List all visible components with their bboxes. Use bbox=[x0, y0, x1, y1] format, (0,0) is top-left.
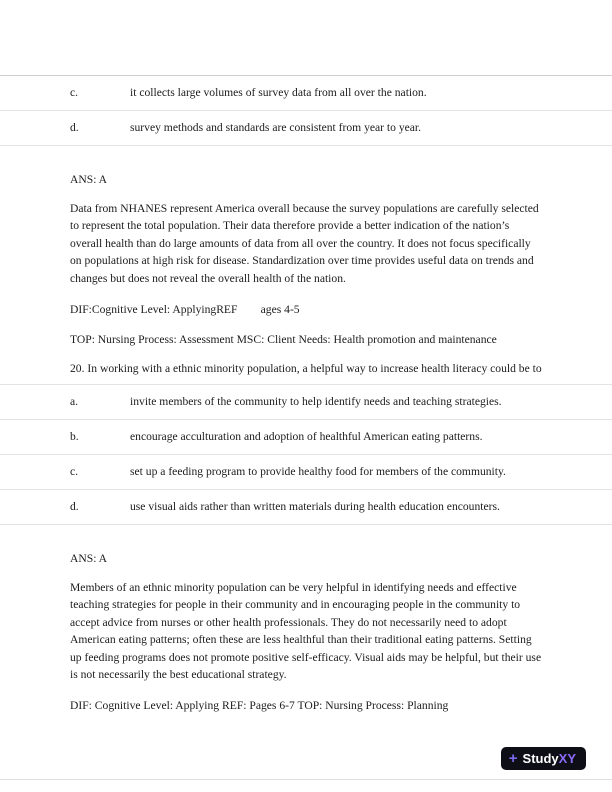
divider bbox=[0, 524, 612, 525]
option-text: set up a feeding program to provide healthy food for members of the community. bbox=[130, 465, 506, 479]
divider bbox=[0, 145, 612, 146]
q20-option-a bbox=[70, 385, 542, 419]
q20-dif-line: DIF: Cognitive Level: Applying REF: Pages 6-7 TOP: Nursing Process: Planning bbox=[70, 699, 449, 713]
brand-wordmark bbox=[523, 751, 576, 766]
option-text: encourage acculturation and adoption of healthful American eating patterns. bbox=[130, 430, 483, 444]
q20-option-b bbox=[70, 420, 542, 454]
q20-question: 20. In working with a ethnic minority population, a helpful way to increase health literacy could be to bbox=[70, 362, 542, 376]
option-text: survey methods and standards are consistent from year to year. bbox=[130, 121, 422, 134]
brand-xy-text: XY bbox=[558, 751, 576, 766]
plus-icon: + bbox=[508, 749, 518, 767]
q19-rationale: Data from NHANES represent America overall because the survey populations are carefully selected to represent the total population. Their data therefore provide a better indication of the nation’s overall health than do large amounts of data from all over the country. It does not focus specifically on populations at high risk for disease. Standardization over time provides useful data on trends and changes but does not reveal the overall health of the nation. bbox=[70, 202, 539, 285]
q20-option-d bbox=[70, 490, 542, 524]
option-letter: c. bbox=[70, 465, 79, 479]
q20-rationale: Members of an ethnic minority population can be very helpful in identifying needs and effective teaching strategies for people in their community and in encouraging people in the community to accept advice from nurses or other health professionals. They do not necessarily need to adopt American eating patterns; often these are less healthful than their traditional eating patterns. Setting up feeding programs does not promote positive self-efficacy. Visual aids may be helpful, but their use is not necessarily the best educational strategy. bbox=[70, 581, 542, 682]
option-text: invite members of the community to help identify needs and teaching strategies. bbox=[130, 395, 502, 409]
q19-option-d bbox=[70, 111, 542, 145]
bottom-divider bbox=[0, 779, 612, 780]
q19-option-c bbox=[70, 76, 542, 110]
q19-top-line: TOP: Nursing Process: Assessment MSC: Client Needs: Health promotion and maintenance bbox=[70, 333, 497, 347]
option-letter: c. bbox=[70, 86, 79, 99]
brand-study-text: Study bbox=[522, 751, 559, 766]
option-text: it collects large volumes of survey data from all over the nation. bbox=[130, 86, 427, 99]
q20-option-c bbox=[70, 455, 542, 489]
option-letter: b. bbox=[70, 430, 79, 444]
option-letter: d. bbox=[70, 500, 79, 514]
q19-dif-line: DIF:Cognitive Level: ApplyingREF ages 4-5 bbox=[70, 303, 300, 317]
studyxy-logo bbox=[501, 747, 586, 770]
option-text: use visual aids rather than written materials during health education encounters. bbox=[130, 500, 500, 514]
option-letter: d. bbox=[70, 121, 79, 134]
q19-answer: ANS: A bbox=[70, 173, 108, 186]
option-letter: a. bbox=[70, 395, 79, 409]
q20-answer: ANS: A bbox=[70, 552, 108, 566]
